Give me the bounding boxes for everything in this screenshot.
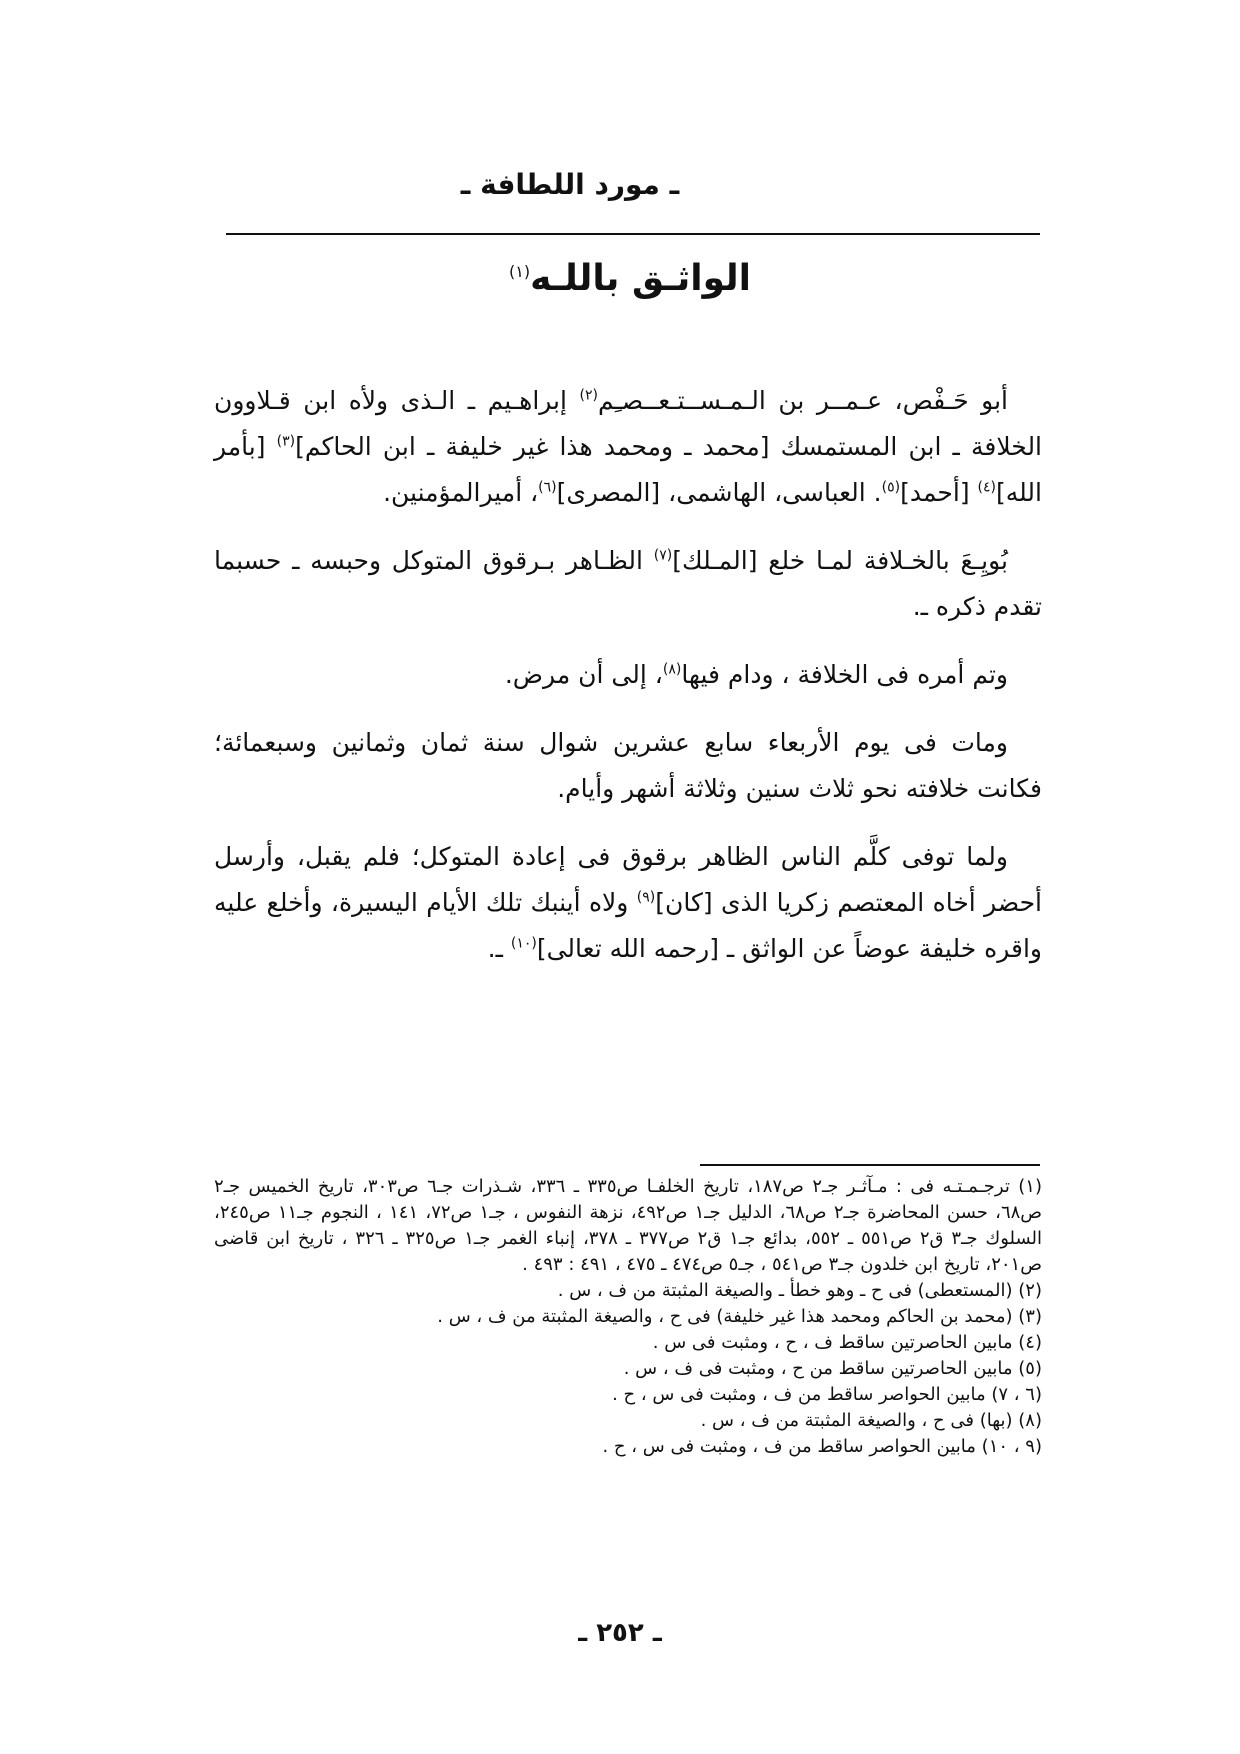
footnote-ref: (٧)	[653, 547, 673, 564]
footnote-9-10: (٩ ، ١٠) مابين الحواصر ساقط من ف ، ومثبت فى س ، ح .	[602, 1436, 1042, 1457]
paragraph-1	[214, 378, 1042, 516]
footnotes	[214, 1174, 1042, 1460]
footnote-rule	[700, 1164, 1040, 1166]
text-run: ، أميرالمؤمنين.	[383, 478, 539, 507]
text-run: ولاه أينبك تلك الأيام اليسيرة، وأخلع عليه واقره خليفة عوضاً عن الواثق ـ [رحمه الله تعالى]	[214, 888, 1042, 963]
text-run: إبراهـيم ـ الـذى ولأه ابن قـلاوون الخلافة ـ ابن المستمسك [محمد ـ ومحمد هذا غير خليفة ـ ابن الحاكم]	[214, 386, 1043, 461]
text-run: . العباسى، الهاشمى، [المصرى]	[556, 478, 882, 507]
footnote-3: (٣) (محمد بن الحاكم ومحمد هذا غير خليفة) فى ح ، والصيغة المثبتة من ف ، س .	[437, 1306, 1042, 1327]
footnote-ref: (٨)	[662, 661, 682, 678]
paragraph-2	[214, 538, 1042, 630]
footnote-ref: (٣)	[276, 433, 296, 450]
text-run: ولما توفى كلَّم الناس الظاهر برقوق فى إعادة المتوكل؛ فلم يقبل، وأرسل أحضر أخاه المعتصم زكريا الذى [كان]	[214, 842, 1042, 917]
footnote-5: (٥) مابين الحاصرتين ساقط من ح ، ومثبت فى ف ، س .	[623, 1358, 1042, 1379]
footnote-ref: (١)	[508, 262, 531, 281]
text-run: بُويِـعَ بالخـلافة لمـا خلع [المـلك]	[672, 546, 1008, 575]
footnote-ref: (٥)	[881, 479, 901, 496]
paragraph-4: ومات فى يوم الأربعاء سابع عشرين شوال سنة ثمان وثمانين وسبعمائة؛ فكانت خلافته نحو ثلاث سنين وثلاثة أشهر وأيام.	[214, 728, 1042, 803]
text-run: [أحمد]	[900, 478, 978, 507]
footnote-2: (٢) (المستعطى) فى ح ـ وهو خطأ ـ والصيغة المثبتة من ف ، س .	[557, 1280, 1042, 1301]
paragraph-5	[214, 834, 1042, 972]
page-number: ـ ٢٥٢ ـ	[578, 1618, 662, 1648]
footnote-1: (١) ترجـمـتـه فى : مـآثـر جـ٢ ص١٨٧، تاريخ الخلفـا ص٣٣٥ ـ ٣٣٦، شـذرات جـ٦ ص٣٠٣، تاريخ الخميس جـ٢ ص٦٨، حسن المحاضرة جـ٢ ص٦٨، الدليل جـ١ ص٤٩٢، نزهة النفوس ، جـ١ ص٧٢، ١٤١ ، النجوم جـ١١ ص٢٤٥، السلوك جـ٣ ق٢ ص٥٥١ ـ ٥٥٢، بدائع جـ١ ق٢ ص٣٧٧ ـ ٣٧٨، إنباء الغمر جـ١ ص٣٢٥ ـ ٣٢٦ ، تاريخ ابن قاضى ص٢٠١، تاريخ ابن خلدون جـ٣ ص٥٤١ ، جـ٥ ص٤٧٤ ـ ٤٧٥ ، ٤٩١ : ٤٩٣ .	[214, 1176, 1043, 1275]
footnote-8: (٨) (بها) فى ح ، والصيغة المثبتة من ف ، س .	[700, 1410, 1042, 1431]
text-run: وتم أمره فى الخلافة ، ودام فيها	[681, 660, 1008, 689]
body-text	[214, 378, 1042, 994]
paragraph-3	[214, 652, 1042, 698]
chapter-title-text: الواثـق باللـه	[530, 258, 752, 299]
footnote-ref: (١٠)	[510, 935, 537, 952]
text-run: ـ.	[487, 934, 511, 963]
footnote-ref: (٩)	[636, 889, 656, 906]
footnote-ref: (٢)	[579, 387, 598, 404]
text-run: الظـاهر بـرقوق المتوكل وحبسه ـ حسبما تقدم ذكره ـ.	[214, 546, 1042, 621]
header-rule	[226, 233, 1040, 235]
text-run: ، إلى أن مرض.	[504, 660, 663, 689]
footnote-6-7: (٦ ، ٧) مابين الحواصر ساقط من ف ، ومثبت فى س ، ح .	[612, 1384, 1042, 1405]
footnote-4: (٤) مابين الحاصرتين ساقط ف ، ح ، ومثبت فى س .	[652, 1332, 1042, 1353]
text-run: أبو حَـفْص، عـمــر بن الـمـســتـعــصـِم	[597, 386, 1008, 415]
running-head: ـ مورد اللطافة ـ	[460, 168, 680, 201]
chapter-title	[420, 258, 840, 299]
text-run: [بأمر الله]	[214, 432, 1042, 507]
footnote-ref: (٦)	[538, 479, 557, 496]
footnote-ref: (٤)	[977, 479, 996, 496]
